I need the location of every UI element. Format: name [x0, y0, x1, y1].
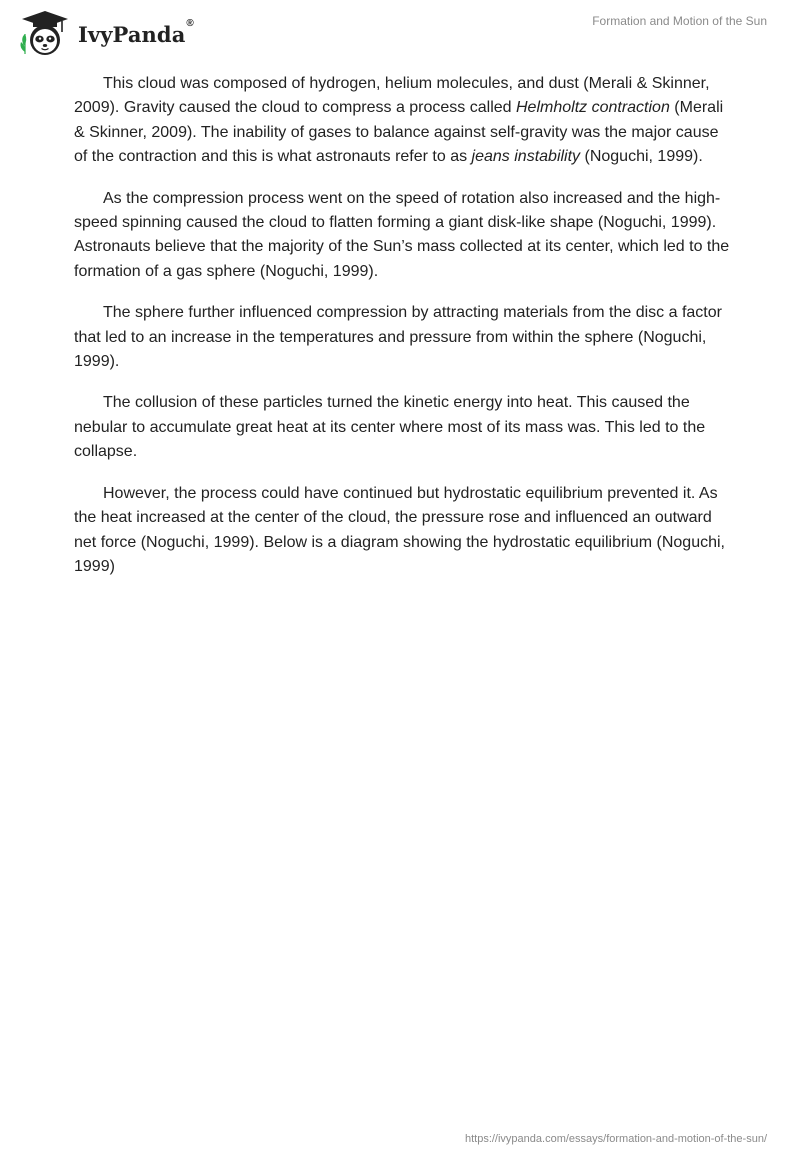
source-url[interactable]: https://ivypanda.com/essays/formation-and-motion-of-the-sun/ — [464, 1133, 767, 1145]
body-paragraph — [74, 72, 734, 170]
registered-mark: ® — [186, 17, 194, 29]
italic-term: Helmholtz contraction — [516, 99, 670, 117]
paragraph-text: (Merali & Skinner, 2009). The inability of gases to balance against self-gravity was the major cause of the contraction and this is what astronauts refer to as — [74, 99, 724, 166]
paragraph-text: As the compression process went on the speed of rotation also increased and the high-speed spinning caused the cloud to flatten forming a giant disk-like shape (Noguchi, 1999). Astronauts believe that the majority of the Sun’s mass collected at its center, which led to the formation of a gas sphere (Noguchi, 1999). — [74, 189, 730, 280]
page-header — [0, 0, 800, 70]
paragraph-text: This cloud was composed of hydrogen, helium molecules, and dust (Merali & Skinner, 2009). Gravity caused the cloud to compress a process called — [74, 75, 710, 117]
body-paragraph — [74, 187, 734, 285]
document-title: Formation and Motion of the Sun — [592, 14, 767, 28]
brand-text: IvyPanda — [78, 21, 186, 47]
body-paragraph — [74, 482, 734, 580]
brand-name — [78, 17, 194, 47]
panda-graduate-icon — [16, 8, 74, 58]
body-paragraph — [74, 301, 734, 374]
essay-body — [74, 72, 734, 596]
paragraph-text: However, the process could have continued but hydrostatic equilibrium prevented it. As the heat increased at the center of the cloud, the pressure rose and influenced an outward net force (Noguchi, 1999). Below is a diagram showing the hydrostatic equilibrium (Noguchi, 1999) — [74, 484, 725, 575]
body-paragraph — [74, 391, 734, 464]
paragraph-text: The collusion of these particles turned the kinetic energy into heat. This caused the nebular to accumulate great heat at its center where most of its mass was. This led to the collapse. — [74, 394, 706, 461]
italic-term: jeans instability — [471, 148, 581, 166]
paragraph-text: (Noguchi, 1999). — [580, 148, 703, 166]
ivypanda-logo[interactable] — [16, 8, 194, 58]
paragraph-text: The sphere further influenced compression by attracting materials from the disc a factor that led to an increase in the temperatures and pressure from within the sphere (Noguchi, 1999). — [74, 304, 722, 371]
